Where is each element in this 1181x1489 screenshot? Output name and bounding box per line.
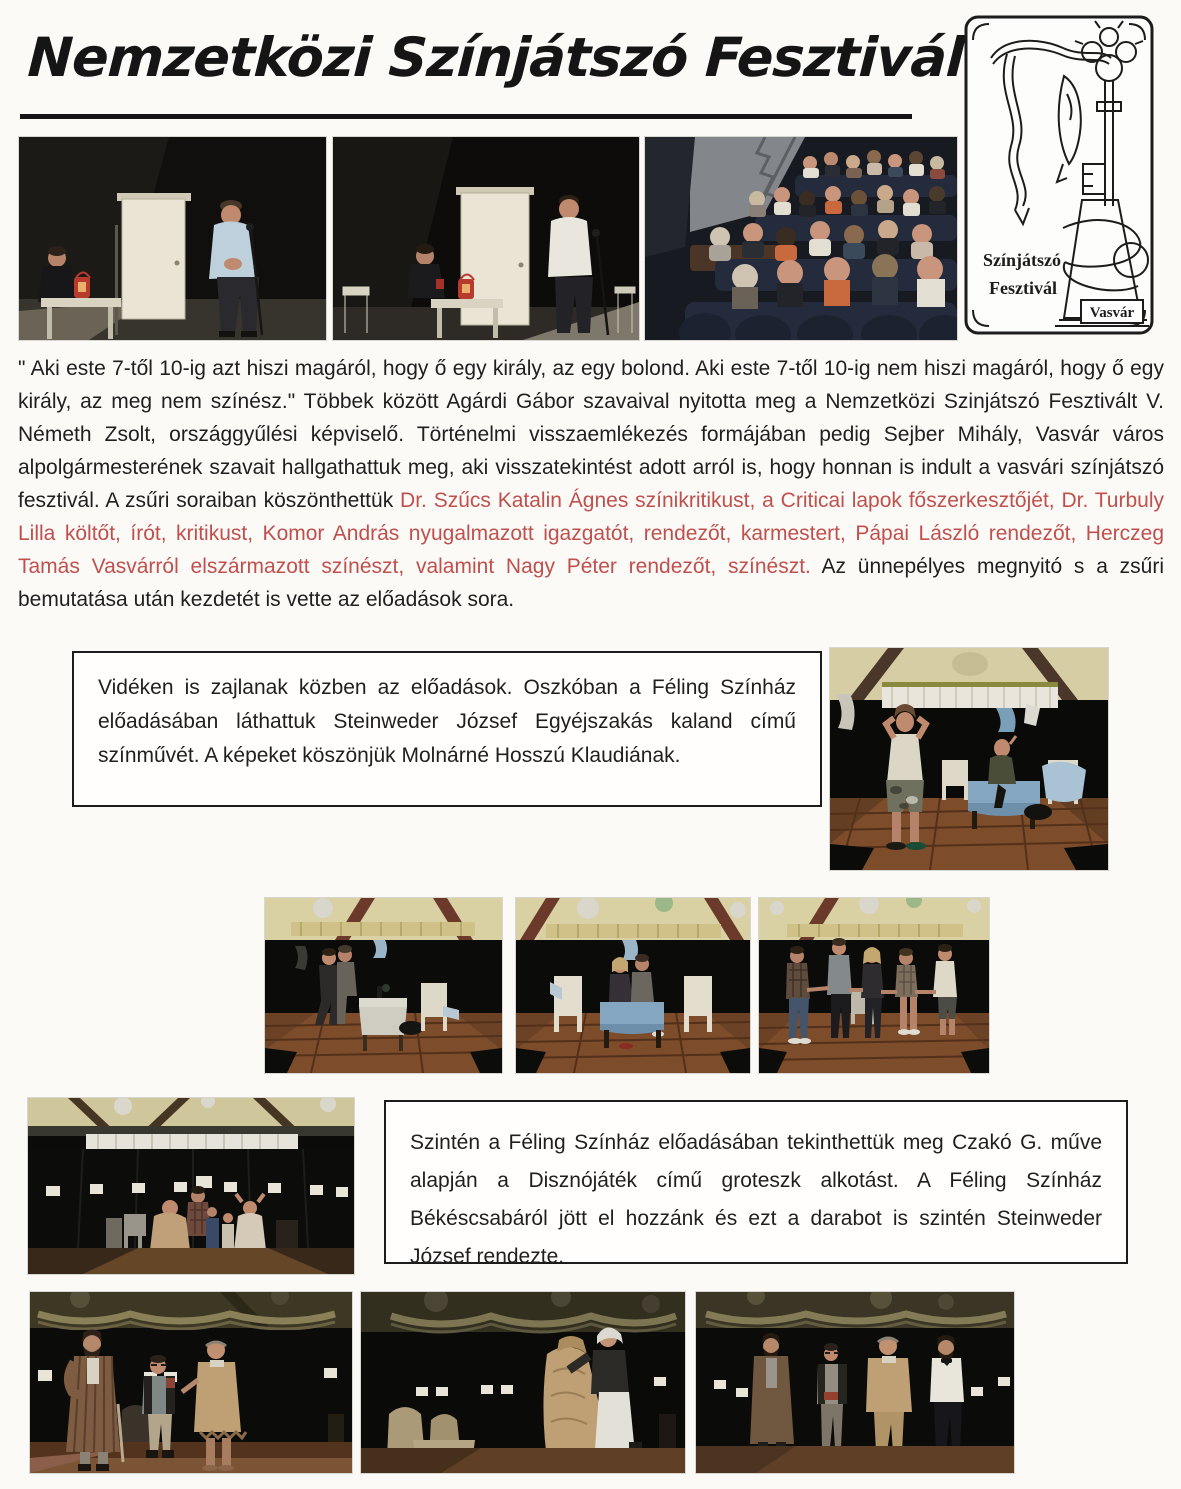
photo-stage-speaker-1 <box>19 137 326 340</box>
logo-line1: Színjátszó <box>983 250 1061 270</box>
callout-box-disznojatek-text: Szintén a Féling Színház előadásában tekinthettük meg Czakó G. műve alapján a Disznójáték című groteszk alkotást. A Féling Színház Békéscsabáról jött el hozzánk és ezt a darabot is szintén Steinweder József rendezte. <box>410 1131 1102 1268</box>
intro-text-black-2: Az ünnepélyes megnyitó s a zsűri bemutatása után kezdetét is vette az előadások sora. <box>18 555 1164 611</box>
photo-curtain-call-five <box>759 898 989 1073</box>
intro-paragraph <box>18 352 1164 616</box>
intro-text-jury-red: Dr. Szűcs Katalin Ágnes színikritikust, a Criticai lapok főszerkesztőjét, Dr. Turbuly Lilla költőt, írót, kritikust, Komor András nyugalmazott igazgatót, rendezőt, karmestert, Pápai László rendezőt, Herczeg Tamás Vasvárról elszármazott színészt, valamint Nagy Péter rendezőt, színészt. <box>18 489 1164 578</box>
photo-panel-scene <box>28 1098 354 1274</box>
photo-stage-speaker-2 <box>333 137 639 340</box>
photo-stage-bench <box>516 898 750 1073</box>
photo-three-actors <box>30 1292 352 1473</box>
callout-box-oszko <box>72 651 822 807</box>
logo-town: Vasvár <box>1089 305 1135 321</box>
photo-stage-table <box>265 898 502 1073</box>
callout-box-disznojatek <box>384 1100 1128 1268</box>
photo-audience <box>645 137 957 340</box>
logo-line2: Fesztivál <box>989 278 1057 298</box>
page-title: Nemzetközi Színjátszó Fesztivál <box>26 26 966 89</box>
photo-curtain-call-four <box>696 1292 1014 1473</box>
callout-box-oszko-text: Vidéken is zajlanak közben az előadások. Oszkóban a Féling Színház előadásában láthattuk Steinweder József Egyéjszakás kaland című színművét. A képeket köszönjük Molnárné Hosszú Klaudiának. <box>98 676 796 767</box>
photo-oszko-stage <box>830 648 1108 870</box>
title-divider <box>20 114 912 119</box>
festival-logo-drawing <box>963 14 1155 336</box>
intro-text-black-1: " Aki este 7-től 10-ig azt hiszi magáról, hogy ő egy király, az egy bolond. Aki este 7-től 10-ig nem hiszi magáról, hogy ő egy király, az meg nem színész." Többek között Agárdi Gábor szavaival nyitotta meg a Nemzetközi Szinjátszó Fesztivált V. Németh Zsolt, országgyűlési képviselő. Történelmi visszaemlékezés formájában pedig Sejber Mihály, Vasvár város alpolgármesterének szavait hallgathattuk meg, aki visszatekintést adott arról is, hogy honnan is indult a vasvári színjátszó fesztivál. A zsűri soraiban köszönthettük <box>18 357 1164 512</box>
photo-embrace <box>361 1292 685 1473</box>
festival-logo <box>963 14 1155 336</box>
